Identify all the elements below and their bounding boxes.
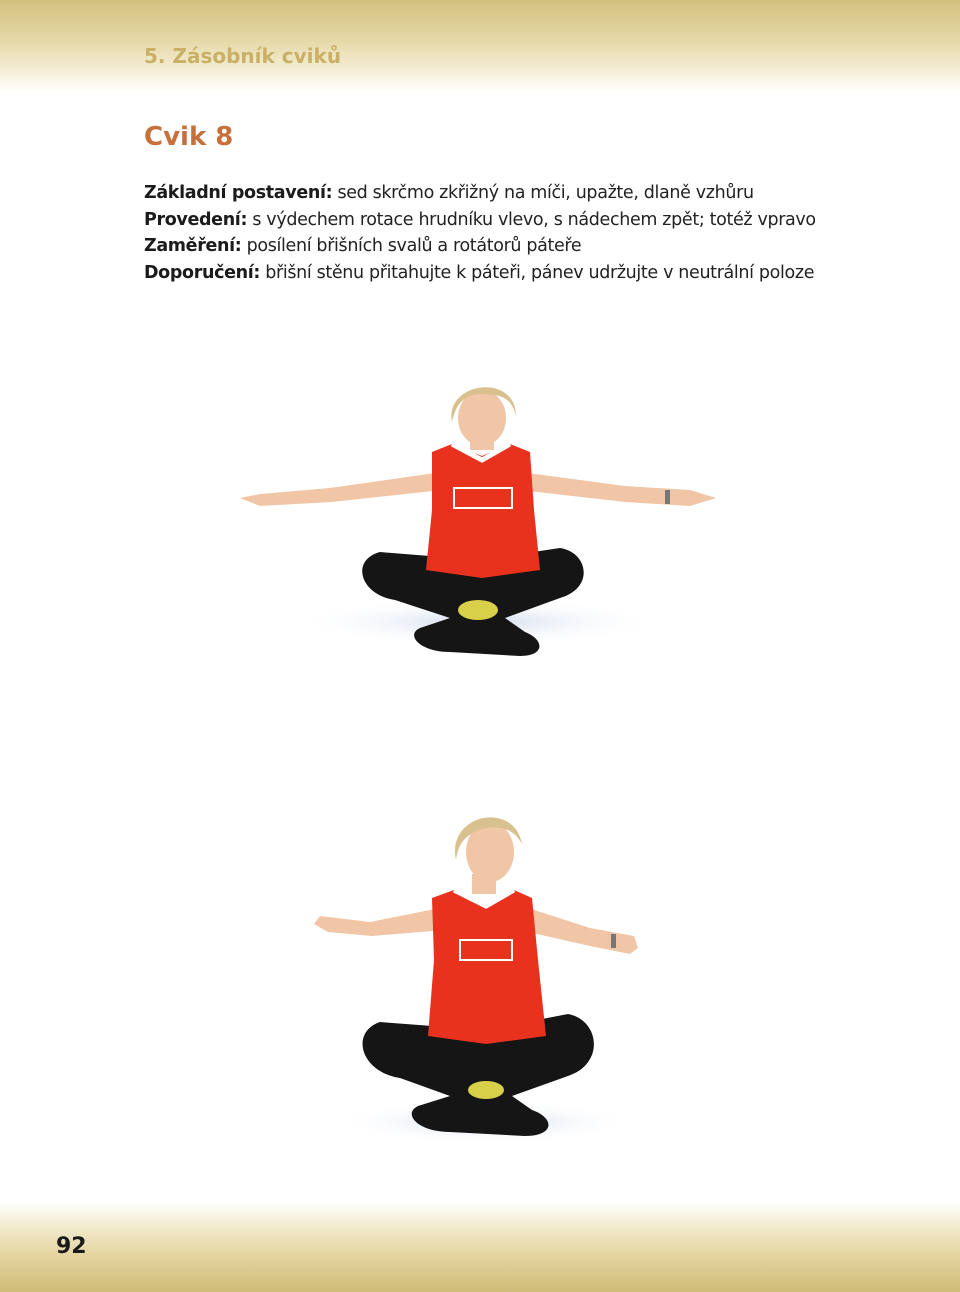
exercise-ball [458,600,498,620]
row-label: Doporučení: [144,262,261,283]
description-row-starting-position [144,180,864,207]
row-label: Základní postavení: [144,183,333,203]
row-label: Provedení: [144,209,248,230]
row-text: posílení břišních svalů a rotátorů páteře [246,236,582,256]
wristband [665,490,670,504]
row-label: Zaměření: [144,236,242,256]
exercise-photo-rotation [300,800,660,1160]
right-arm [528,908,638,954]
exercise-photo-start [220,360,730,680]
red-shirt [426,444,540,578]
exercise-ball [468,1081,504,1099]
exercise-title: Cvik 8 [144,122,234,152]
chapter-title: 5. Zásobník cviků [144,44,342,68]
row-text: sed skrčmo zkřižný na míči, upažte, dlaně vzhůru [337,183,754,203]
page-number: 92 [56,1234,87,1259]
description-row-focus [144,233,864,260]
right-arm [520,472,716,506]
description-row-recommendation [144,260,864,287]
row-text: břišní stěnu přitahujte k páteři, pánev udržujte v neutrální poloze [265,262,815,283]
left-arm [314,908,445,936]
left-arm [240,472,442,506]
wristband [611,934,616,948]
exercise-description [144,180,864,286]
row-text: s výdechem rotace hrudníku vlevo, s nádechem zpět; totéž vpravo [252,209,816,230]
footer-band [0,1202,960,1292]
description-row-execution [144,207,864,234]
red-shirt [428,890,546,1044]
